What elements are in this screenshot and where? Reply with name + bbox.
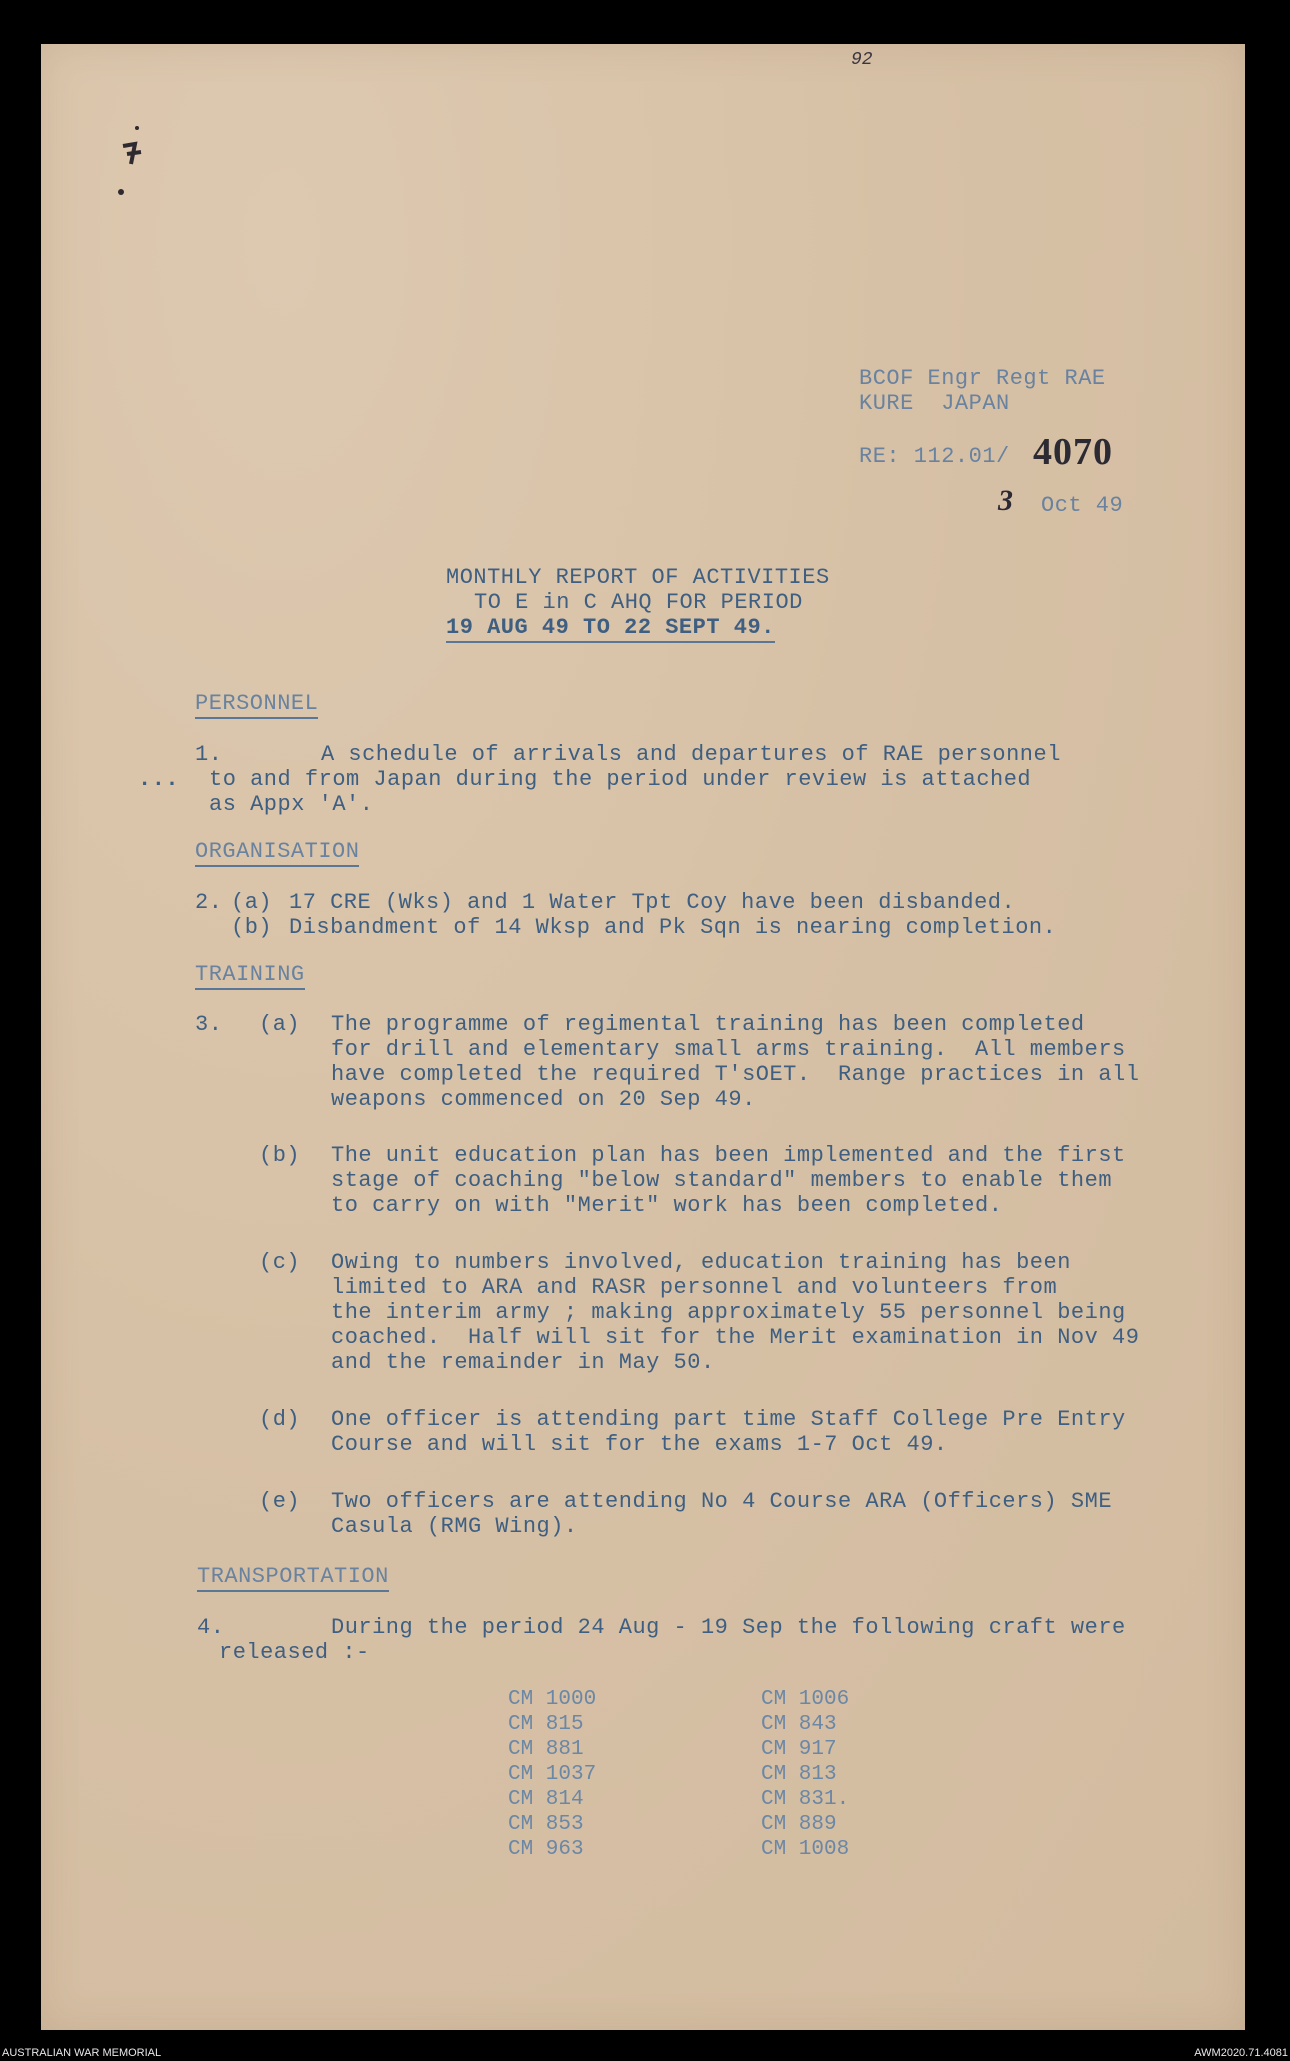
para-3b-line-3: to carry on with "Merit" work has been completed. (331, 1193, 1003, 1218)
footer-record-id: AWM2020.71.4081 (1194, 2047, 1288, 2059)
para-3e-line-1: Two officers are attending No 4 Course ARA (Officers) SME (331, 1489, 1113, 1514)
heading-organisation: ORGANISATION (195, 839, 359, 867)
craft-left-6: CM 963 (508, 1838, 584, 1861)
craft-right-6: CM 1008 (761, 1838, 850, 1861)
craft-left-0: CM 1000 (508, 1688, 597, 1711)
para-2b-text: Disbandment of 14 Wksp and Pk Sqn is nearing completion. (289, 915, 1057, 940)
para-3c-line-1: Owing to numbers involved, education training has been (331, 1250, 1071, 1275)
footer-archive-name: AUSTRALIAN WAR MEMORIAL (2, 2047, 162, 2059)
para-3c-line-4: coached. Half will sit for the Merit examination in Nov 49 (331, 1325, 1140, 1350)
para-1-line-1: A schedule of arrivals and departures of RAE personnel (321, 742, 1061, 767)
craft-left-5: CM 853 (508, 1813, 584, 1836)
craft-left-1: CM 815 (508, 1713, 584, 1736)
para-2a-text: 17 CRE (Wks) and 1 Water Tpt Coy have been disbanded. (289, 890, 1016, 915)
title-line-1: MONTHLY REPORT OF ACTIVITIES (446, 565, 830, 590)
para-3a-line-3: have completed the required T'sOET. Range practices in all (331, 1062, 1140, 1087)
para-3-number: 3. (195, 1012, 223, 1037)
para-3d-label: (d) (259, 1407, 301, 1432)
para-3d-line-1: One officer is attending part time Staff College Pre Entry (331, 1407, 1126, 1432)
document-page (41, 44, 1245, 2030)
para-3c-label: (c) (259, 1250, 301, 1275)
title-line-2: TO E in C AHQ FOR PERIOD (474, 590, 803, 615)
date-day: 3 (998, 484, 1013, 517)
unit-name: BCOF Engr Regt RAE (859, 366, 1106, 391)
craft-right-1: CM 843 (761, 1713, 837, 1736)
para-2b-label: (b) (231, 915, 273, 940)
craft-right-0: CM 1006 (761, 1688, 850, 1711)
para-3d-line-2: Course and will sit for the exams 1-7 Oct 49. (331, 1432, 948, 1457)
para-2-number: 2. (195, 890, 223, 915)
para-3a-line-4: weapons commenced on 20 Sep 49. (331, 1087, 756, 1112)
para-3a-line-1: The programme of regimental training has been completed (331, 1012, 1085, 1037)
heading-training: TRAINING (195, 962, 305, 990)
craft-right-5: CM 889 (761, 1813, 837, 1836)
heading-personnel: PERSONNEL (195, 691, 318, 719)
para-3a-label: (a) (259, 1012, 301, 1037)
para-2a-label: (a) (231, 890, 273, 915)
para-3e-label: (e) (259, 1489, 301, 1514)
para-4-line-1: During the period 24 Aug - 19 Sep the following craft were (331, 1615, 1126, 1640)
craft-left-2: CM 881 (508, 1738, 584, 1761)
reference-number: 4070 (1033, 431, 1113, 473)
para-3c-line-3: the interim army ; making approximately 55 personnel being (331, 1300, 1126, 1325)
craft-left-4: CM 814 (508, 1788, 584, 1811)
craft-left-3: CM 1037 (508, 1763, 597, 1786)
para-1-number: 1. (195, 742, 223, 767)
para-3b-label: (b) (259, 1143, 301, 1168)
craft-right-2: CM 917 (761, 1738, 837, 1761)
date-month-year: Oct 49 (1041, 493, 1124, 518)
hole-punch-marks (101, 114, 161, 204)
para-3a-line-2: for drill and elementary small arms training. All members (331, 1037, 1126, 1062)
para-1-line-2: to and from Japan during the period under review is attached (209, 767, 1032, 792)
para-4-number: 4. (197, 1615, 225, 1640)
margin-dots: ... (138, 767, 180, 792)
corner-annotation: 92 (851, 50, 873, 70)
reference-prefix: RE: 112.01/ (859, 444, 1010, 469)
para-3c-line-5: and the remainder in May 50. (331, 1350, 715, 1375)
para-3b-line-1: The unit education plan has been implemented and the first (331, 1143, 1126, 1168)
para-4-line-2: released :- (219, 1640, 370, 1665)
craft-right-3: CM 813 (761, 1763, 837, 1786)
para-3c-line-2: limited to ARA and RASR personnel and volunteers from (331, 1275, 1058, 1300)
heading-transportation: TRANSPORTATION (197, 1564, 389, 1592)
para-3b-line-2: stage of coaching "below standard" members to enable them (331, 1168, 1113, 1193)
title-line-3: 19 AUG 49 TO 22 SEPT 49. (446, 615, 775, 643)
para-3e-line-2: Casula (RMG Wing). (331, 1514, 578, 1539)
craft-right-4: CM 831. (761, 1788, 850, 1811)
unit-location: KURE JAPAN (859, 391, 1010, 416)
para-1-line-3: as Appx 'A'. (209, 792, 374, 817)
